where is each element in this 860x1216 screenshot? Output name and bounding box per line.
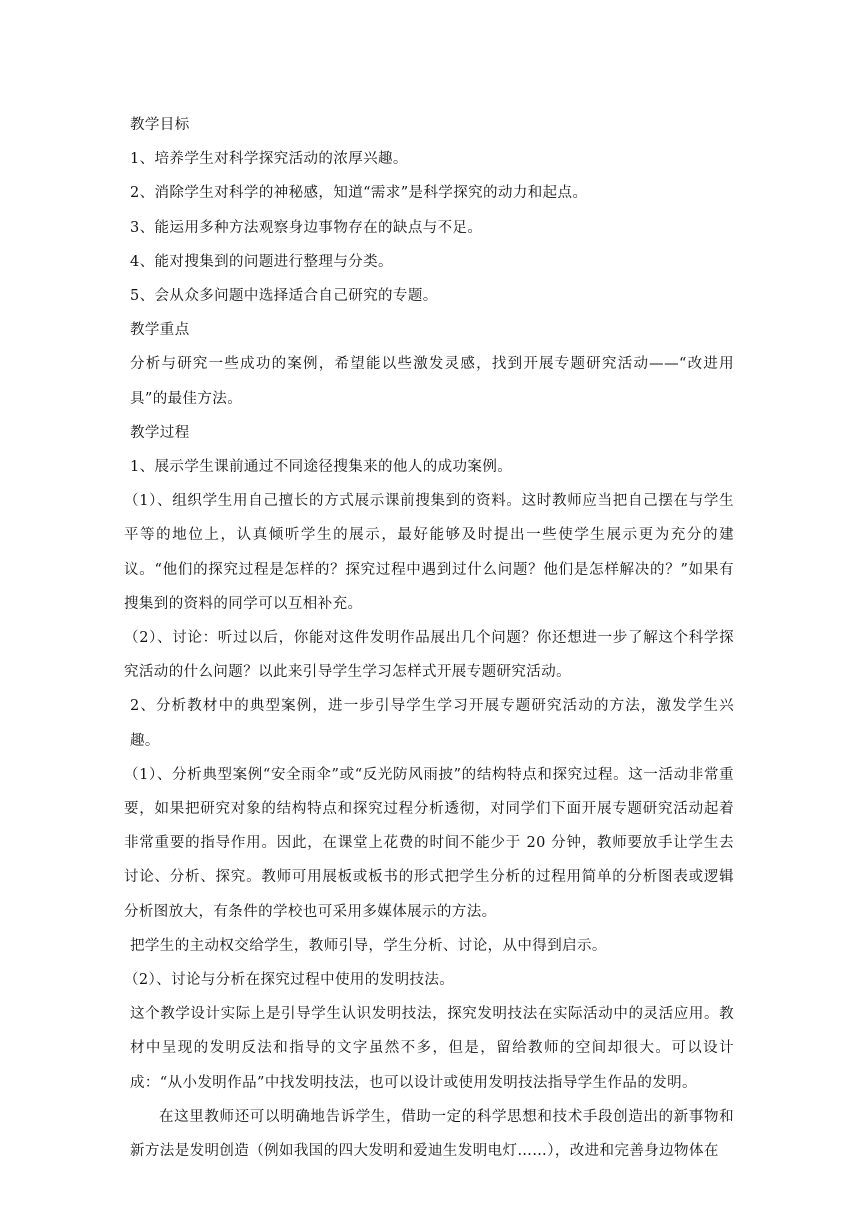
process-substep: （2）、讨论与分析在探究过程中使用的发明技法。 — [124, 972, 455, 989]
section-heading-process: 教学过程 — [130, 424, 190, 441]
section-heading-objectives: 教学目标 — [130, 117, 190, 133]
objective-item: 3、能运用多种方法观察身边事物存在的缺点与不足。 — [130, 219, 483, 236]
process-step: 1、展示学生课前通过不同途径搜集来的他人的成功案例。 — [130, 459, 513, 476]
body-paragraph: 这个教学设计实际上是引导学生认识发明技法，探究发明技法在实际活动中的灵活应用。教材中呈现的发明反法和指导的文字虽然不多，但是，留给教师的空间却很大。可以设计成：“从小发明作品”中找发明技法，也可以设计或使用发明技法指导学生作品的发明。 — [130, 1006, 734, 1091]
key-points-paragraph: 分析与研究一些成功的案例，希望能以些激发灵感，找到开展专题研究活动——“改进用具”的最佳方法。 — [130, 356, 734, 407]
process-substep: （1）、分析典型案例“安全雨伞”或“反光防风雨披”的结构特点和探究过程。这一活动非常重要，如果把研究对象的结构特点和探究过程分析透彻，对同学们下面开展专题研究活动起着非常重要的指导作用。因此，在课堂上花费的时间不能少于 20 分钟，教师要放手让学生去讨论、分析、探究。教师可用展板或板书的形式把学生分析的过程用简单的分析图表或逻辑分析图放大，有条件的学校也可采用多媒体展示的方法。 — [124, 766, 734, 920]
document-page — [124, 108, 734, 1168]
section-heading-key-points: 教学重点 — [130, 322, 190, 339]
process-substep: （2）、讨论：听过以后，你能对这件发明作品展出几个问题？你还想进一步了解这个科学探究活动的什么问题？以此来引导学生学习怎样式开展专题研究活动。 — [124, 630, 734, 681]
body-paragraph: 把学生的主动权交给学生，教师引导，学生分析、讨论，从中得到启示。 — [130, 937, 607, 954]
process-substep: （1）、组织学生用自己擅长的方式展示课前搜集到的资料。这时教师应当把自己摆在与学生平等的地位上，认真倾听学生的展示，最好能够及时提出一些使学生展示更为充分的建议。“他们的探究过程是怎样的？探究过程中遇到过什么问题？他们是怎样解决的？”如果有搜集到的资料的同学可以互相补充。 — [124, 493, 734, 612]
process-step: 2、分析教材中的典型案例，进一步引导学生学习开展专题研究活动的方法，激发学生兴趣。 — [130, 698, 734, 749]
objective-item: 2、消除学生对科学的神秘感，知道“需求”是科学探究的动力和起点。 — [130, 185, 588, 202]
objective-item: 1、培养学生对科学探究活动的浓厚兴趣。 — [130, 151, 408, 168]
body-paragraph: 在这里教师还可以明确地告诉学生，借助一定的科学思想和技术手段创造出的新事物和新方法是发明创造（例如我国的四大发明和爱迪生发明电灯……），改进和完善身边物体在 — [130, 1108, 734, 1160]
objective-item: 4、能对搜集到的问题进行整理与分类。 — [130, 253, 393, 270]
objective-item: 5、会从众多问题中选择适合自己研究的专题。 — [130, 288, 438, 305]
